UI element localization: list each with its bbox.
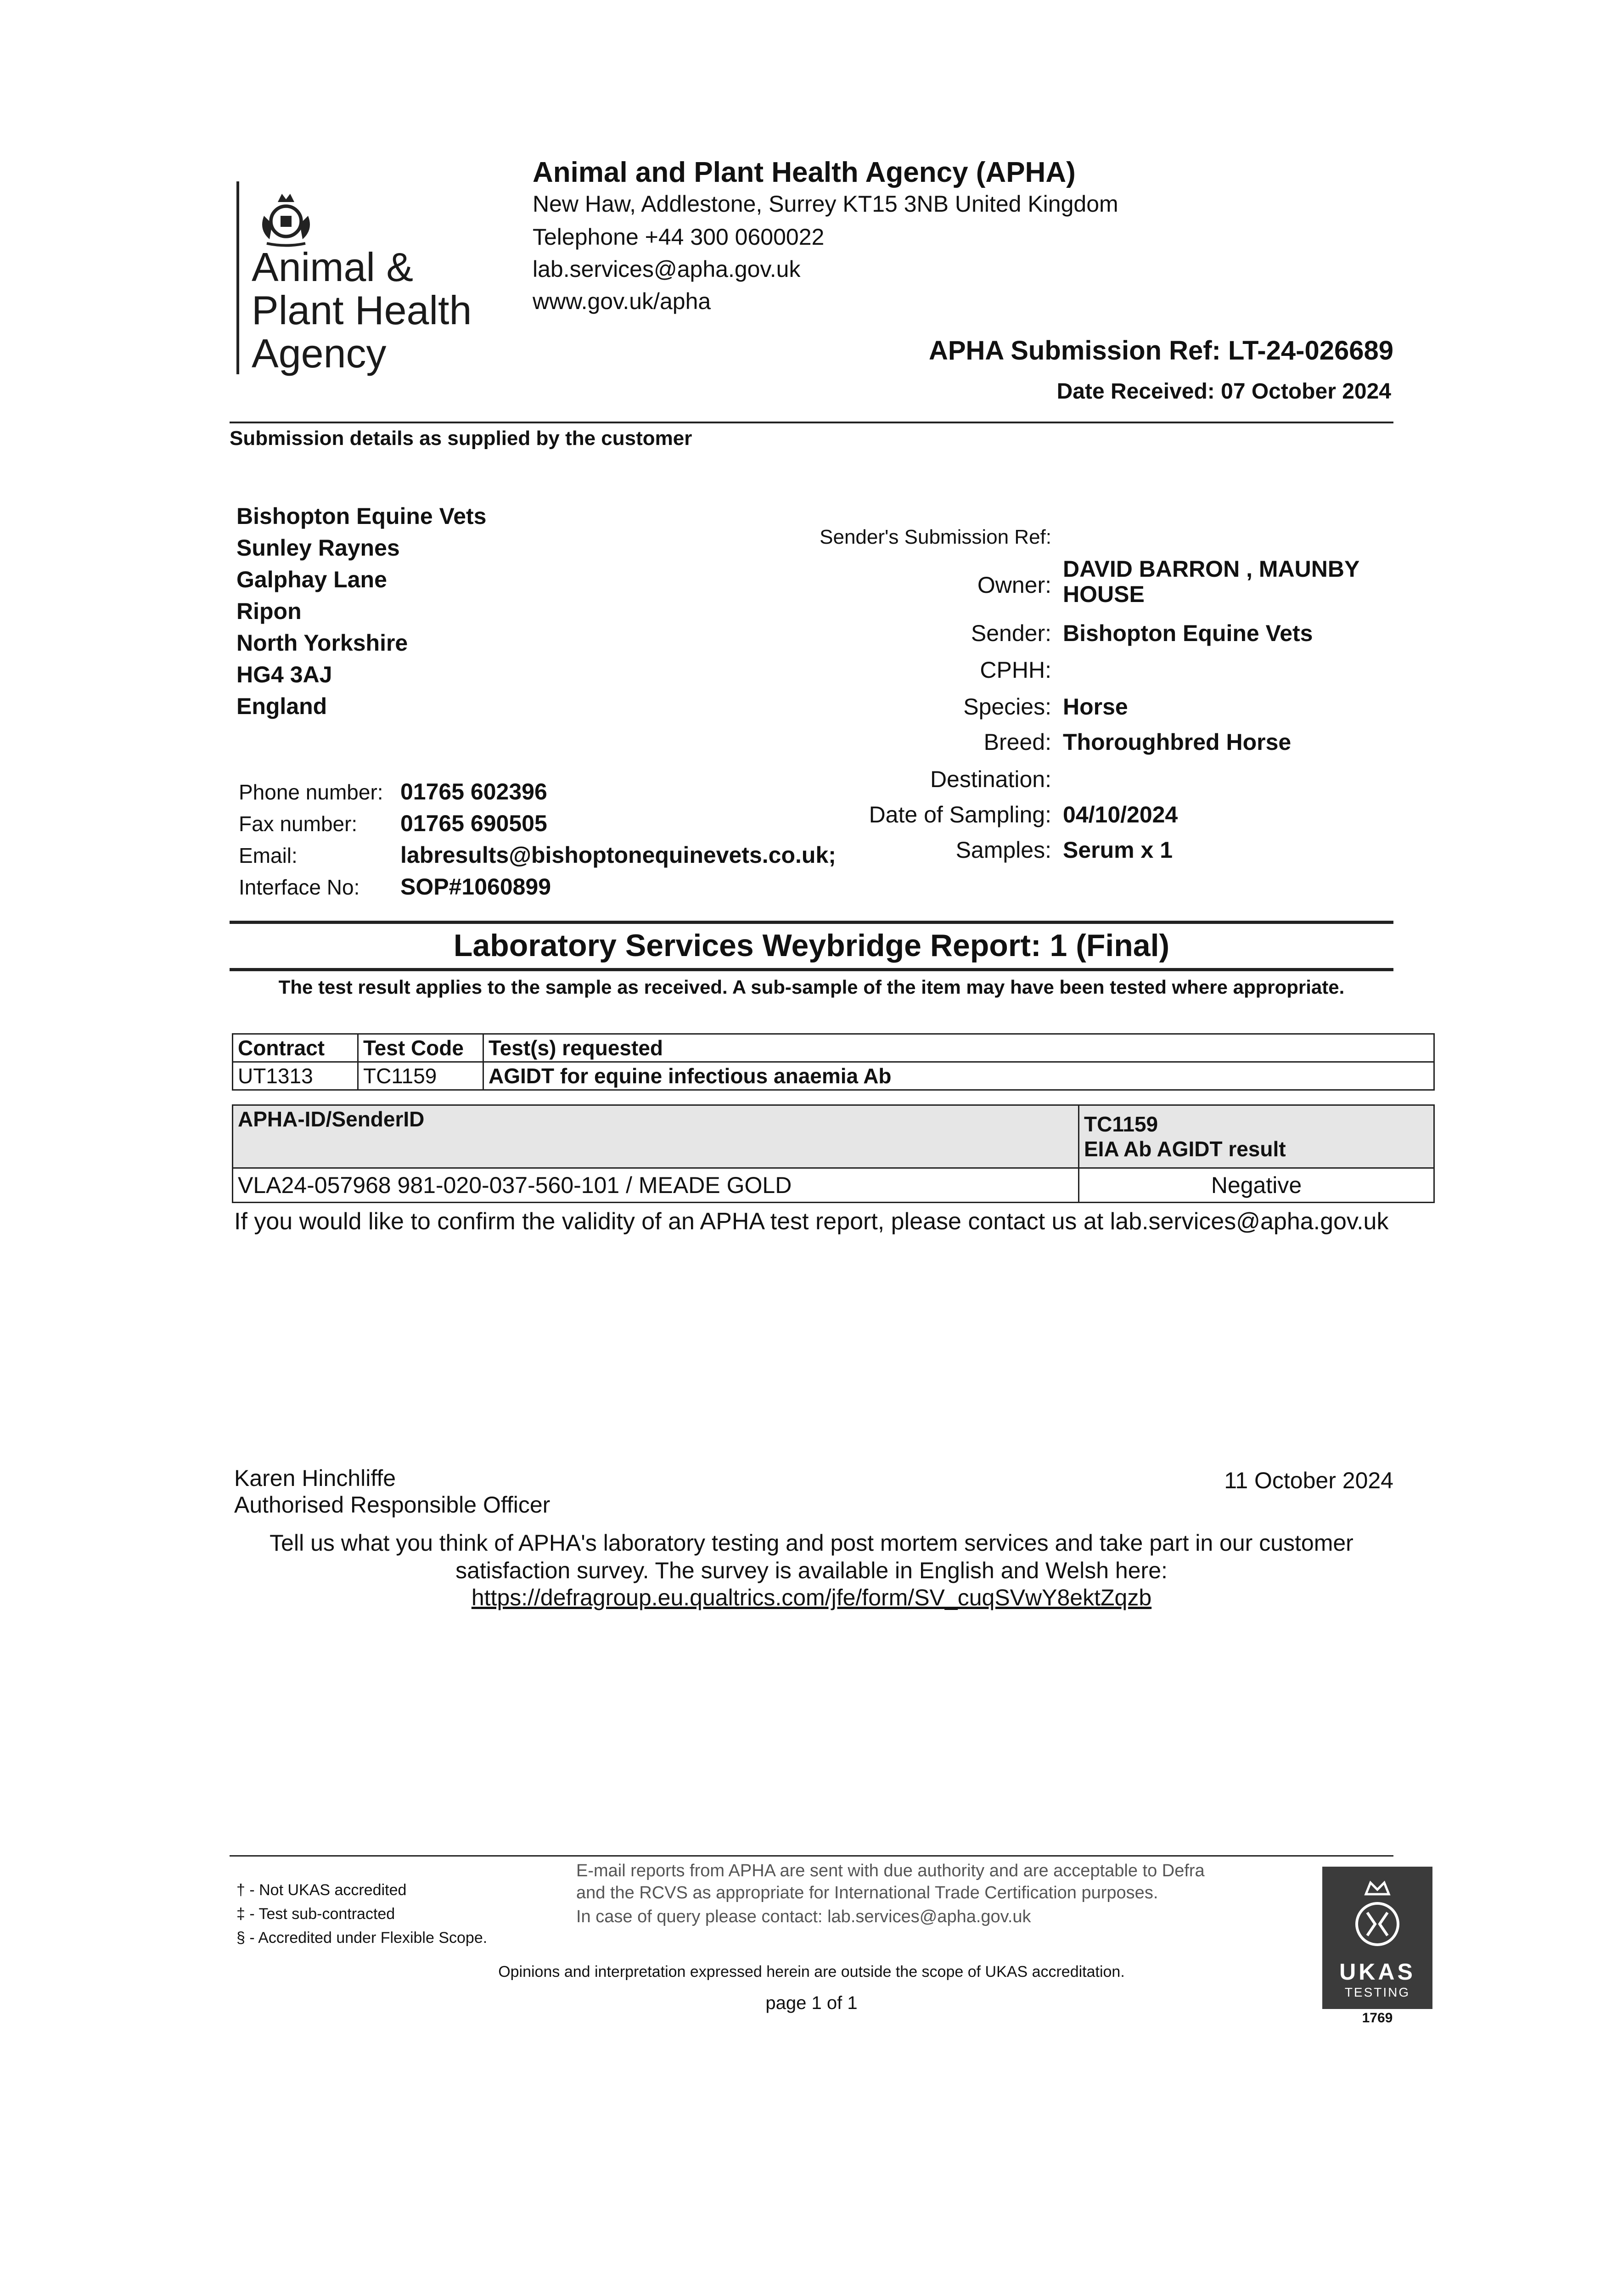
contact-label: Interface No: xyxy=(239,875,360,899)
agency-logo-text xyxy=(252,246,472,375)
column-header xyxy=(1079,1105,1434,1168)
ukas-mark xyxy=(1322,1867,1432,2009)
address-line: England xyxy=(236,693,327,719)
email-authority-note: E-mail reports from APHA are sent with due authority and are acceptable to Defra and the RCVS as appropriate for International Trade Certification purposes. xyxy=(576,1861,1205,1902)
detail-value: 04/10/2024 xyxy=(1063,802,1178,827)
detail-label: Destination: xyxy=(930,766,1051,792)
contact-row xyxy=(239,808,836,839)
address-line: North Yorkshire xyxy=(236,630,408,656)
logo-line: Plant Health xyxy=(252,287,472,333)
address-line: Galphay Lane xyxy=(236,567,387,592)
customer-address xyxy=(236,501,486,722)
survey-text: Tell us what you think of APHA's laboratory testing and post mortem services and take part in our customer satisfaction survey. The survey is available in English and Welsh here: xyxy=(270,1530,1353,1583)
detail-label: CPHH: xyxy=(980,657,1051,683)
table-row xyxy=(233,1062,1434,1090)
contact-value: labresults@bishoptonequinevets.co.uk; xyxy=(400,842,836,868)
detail-label: Samples: xyxy=(955,837,1051,863)
divider xyxy=(230,1855,1393,1857)
org-email: lab.services@apha.gov.uk xyxy=(533,256,801,282)
opinion-note: Opinions and interpretation expressed herein are outside the scope of UKAS accreditation. xyxy=(498,1963,1125,1981)
contact-label: Phone number: xyxy=(239,780,383,804)
address-line: HG4 3AJ xyxy=(236,662,332,687)
contact-label: Fax number: xyxy=(239,812,358,836)
detail-label: Sender: xyxy=(971,620,1051,646)
logo-line: Agency xyxy=(252,331,387,376)
query-note: In case of query please contact: lab.services@apha.gov.uk xyxy=(576,1907,1031,1926)
contact-row xyxy=(239,776,836,808)
table-header-row xyxy=(233,1105,1434,1168)
ukas-word: UKAS xyxy=(1339,1959,1415,1985)
divider xyxy=(230,968,1393,971)
detail-value: Serum x 1 xyxy=(1063,837,1173,863)
divider xyxy=(230,921,1393,924)
page-number: page 1 of 1 xyxy=(765,1993,858,2013)
royal-crest-icon xyxy=(252,181,320,250)
table-header-row xyxy=(233,1034,1434,1062)
footnote: § - Accredited under Flexible Scope. xyxy=(236,1929,488,1947)
contact-label: Email: xyxy=(239,844,298,867)
survey-link[interactable]: https://defragroup.eu.qualtrics.com/jfe/form/SV_cuqSVwY8ektZqzb xyxy=(471,1585,1152,1610)
column-header: Test(s) requested xyxy=(483,1034,1434,1062)
detail-label: Owner: xyxy=(977,572,1051,598)
detail-value: HOUSE xyxy=(1063,581,1145,607)
detail-value: Horse xyxy=(1063,694,1128,720)
org-address: New Haw, Addlestone, Surrey KT15 3NB United Kingdom xyxy=(533,191,1118,217)
sample-id: VLA24-057968 981-020-037-560-101 / MEADE GOLD xyxy=(233,1168,1079,1203)
contact-value: 01765 690505 xyxy=(400,810,547,836)
contact-row xyxy=(239,839,836,871)
result-value: Negative xyxy=(1079,1168,1434,1203)
contact-row xyxy=(239,871,836,903)
detail-label: Species: xyxy=(963,694,1051,720)
footnote: ‡ - Test sub-contracted xyxy=(236,1905,395,1923)
submission-ref: APHA Submission Ref: LT-24-026689 xyxy=(928,336,1393,366)
detail-value: Thoroughbred Horse xyxy=(1063,729,1292,755)
table-cell: TC1159 xyxy=(358,1062,483,1090)
logo-line: Animal & xyxy=(252,244,414,290)
detail-value: DAVID BARRON , MAUNBY xyxy=(1063,556,1360,582)
signer-role: Authorised Responsible Officer xyxy=(234,1492,550,1518)
signature-date: 11 October 2024 xyxy=(1224,1468,1393,1493)
ukas-number: 1769 xyxy=(1362,2010,1393,2026)
contact-value: SOP#1060899 xyxy=(400,874,551,900)
table-row xyxy=(233,1168,1434,1203)
submission-heading: Submission details as supplied by the customer xyxy=(230,427,692,450)
table-cell: AGIDT for equine infectious anaemia Ab xyxy=(483,1062,1434,1090)
footnote: † - Not UKAS accredited xyxy=(236,1881,407,1899)
contact-value: 01765 602396 xyxy=(400,779,547,805)
detail-label: Breed: xyxy=(983,729,1051,755)
table-cell: UT1313 xyxy=(233,1062,358,1090)
ukas-crown-icon xyxy=(1350,1876,1405,1954)
address-line: Bishopton Equine Vets xyxy=(236,503,487,529)
contact-block xyxy=(239,776,836,903)
report-note: The test result applies to the sample as received. A sub-sample of the item may have been tested where appropriate. xyxy=(278,976,1345,998)
date-received: Date Received: 07 October 2024 xyxy=(1056,379,1391,404)
result-test-code: TC1159 xyxy=(1084,1112,1158,1136)
result-test-name: EIA Ab AGIDT result xyxy=(1084,1137,1286,1161)
detail-label: Sender's Submission Ref: xyxy=(820,526,1051,548)
logo-divider xyxy=(236,181,239,374)
signatory xyxy=(234,1465,550,1518)
address-line: Ripon xyxy=(236,598,302,624)
divider xyxy=(230,422,1393,423)
column-header: APHA-ID/SenderID xyxy=(233,1105,1079,1168)
org-website: www.gov.uk/apha xyxy=(533,288,711,314)
tests-table xyxy=(232,1033,1435,1091)
org-name: Animal and Plant Health Agency (APHA) xyxy=(533,157,1076,188)
detail-value: Bishopton Equine Vets xyxy=(1063,620,1313,646)
validity-note: If you would like to confirm the validity of an APHA test report, please contact us at lab.services@apha.gov.uk xyxy=(234,1208,1389,1235)
footnote-keys xyxy=(236,1878,487,1950)
signer-name: Karen Hinchliffe xyxy=(234,1465,396,1491)
report-title: Laboratory Services Weybridge Report: 1 (Final) xyxy=(453,928,1170,963)
column-header: Test Code xyxy=(358,1034,483,1062)
address-line: Sunley Raynes xyxy=(236,535,400,561)
results-table xyxy=(232,1104,1435,1203)
footer-notes xyxy=(576,1860,1219,1928)
detail-label: Date of Sampling: xyxy=(869,802,1051,827)
org-telephone: Telephone +44 300 0600022 xyxy=(533,224,825,250)
ukas-sub: TESTING xyxy=(1344,1985,1410,1999)
column-header: Contract xyxy=(233,1034,358,1062)
